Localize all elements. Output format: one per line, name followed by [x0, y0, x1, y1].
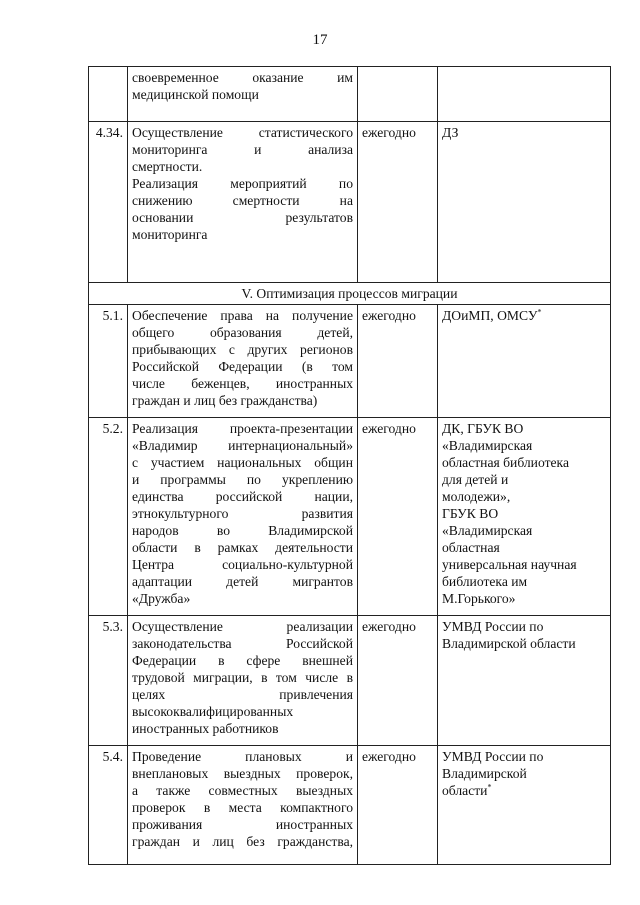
measure-text-line: трудовой миграции, в том числе в: [132, 670, 353, 685]
executor-line: Владимирской области: [442, 636, 576, 651]
measure-text-line: Осуществление реализации: [132, 619, 353, 634]
executor-line: молодежи»,: [442, 489, 511, 504]
executor-line: ДК, ГБУК ВО: [442, 421, 524, 436]
section-title: V. Оптимизация процессов миграции: [89, 283, 611, 305]
measure-text-line: этнокультурного развития: [132, 506, 353, 521]
measure-text-line: мониторинга и анализа: [132, 142, 353, 157]
item-number-cell: 5.3.: [89, 616, 128, 746]
measure-name-cell: [128, 305, 358, 418]
measure-name-cell: [128, 616, 358, 746]
page-number: 17: [312, 32, 328, 48]
table-row: [89, 122, 611, 283]
term-cell: ежегодно: [358, 305, 438, 418]
executor-cell: [438, 67, 611, 122]
table-row-continued: [89, 67, 611, 122]
term-cell: ежегодно: [358, 746, 438, 865]
executor-line: М.Горького»: [442, 591, 516, 606]
measure-text-line: народов во Владимирской: [132, 523, 353, 538]
measure-name-cell: [128, 67, 358, 122]
term-cell: ежегодно: [358, 418, 438, 616]
measure-text-line: единства российской нации,: [132, 489, 353, 504]
executor-line: «Владимирская: [442, 438, 533, 453]
executor-cell: [438, 746, 611, 865]
executor-cell: [438, 305, 611, 418]
measure-text-line: Проведение плановых и: [132, 749, 353, 764]
measure-text-line: «Владимир интернациональный»: [132, 438, 353, 453]
executor-line: универсальная научная: [442, 557, 577, 572]
section-row: [89, 283, 611, 305]
measure-text-line: прибывающих с других регионов: [132, 342, 353, 357]
executor-line: Владимирской: [442, 766, 527, 781]
executor-line: областная: [442, 540, 500, 555]
measure-text-line: Федерации в сфере внешней: [132, 653, 353, 668]
measure-name-cell: [128, 418, 358, 616]
measure-text-line: области в рамках деятельности: [132, 540, 353, 555]
measure-text-line: Реализация проекта-презентации: [132, 421, 353, 436]
executor-cell: [438, 122, 611, 283]
table-row: [89, 305, 611, 418]
measure-text-line: своевременное оказание им: [132, 70, 353, 85]
measure-text-line: основании результатов: [132, 210, 353, 225]
measure-text-line: целях привлечения: [132, 687, 353, 702]
term-cell: ежегодно: [358, 616, 438, 746]
item-number-cell: 5.2.: [89, 418, 128, 616]
executor-line: «Владимирская: [442, 523, 533, 538]
term-cell: ежегодно: [358, 122, 438, 283]
executor-line: ДОиМП, ОМСУ: [442, 308, 538, 323]
footnote-mark: *: [537, 307, 542, 317]
measure-text-line: Центра социально-культурной: [132, 557, 353, 572]
measure-text-line: и программы по укреплению: [132, 472, 353, 487]
measure-text-line: законодательства Российской: [132, 636, 353, 651]
measure-text-line: граждан и лиц без гражданства): [132, 393, 318, 408]
executor-line: УМВД России по: [442, 749, 544, 764]
term-cell: [358, 67, 438, 122]
item-number-cell: 4.34.: [89, 122, 128, 283]
measure-text-line: а также совместных выездных: [132, 783, 353, 798]
measure-text-line: иностранных работников: [132, 721, 279, 736]
measure-text-line: мониторинга: [132, 227, 208, 242]
table-row: [89, 418, 611, 616]
executor-line: ГБУК ВО: [442, 506, 499, 521]
action-plan-table: [88, 66, 611, 865]
measure-text-line: адаптации детей мигрантов: [132, 574, 353, 589]
measure-text-line: «Дружба»: [132, 591, 191, 606]
executor-cell: [438, 616, 611, 746]
item-number-cell: 5.4.: [89, 746, 128, 865]
table-row: [89, 616, 611, 746]
measure-text-line: внеплановых выездных проверок,: [132, 766, 353, 781]
footnote-mark: *: [487, 782, 492, 792]
executor-line: для детей и: [442, 472, 509, 487]
measure-text-line: граждан и лиц без гражданства,: [132, 834, 353, 849]
measure-text-line: числе беженцев, иностранных: [132, 376, 353, 391]
measure-text-line: Обеспечение права на получение: [132, 308, 353, 323]
executor-line: библиотека им: [442, 574, 528, 589]
measure-text-line: с участием национальных общин: [132, 455, 353, 470]
measure-text-line: снижению смертности на: [132, 193, 353, 208]
executor-line: областная библиотека: [442, 455, 569, 470]
measure-name-cell: [128, 122, 358, 283]
measure-text-line: Осуществление статистического: [132, 125, 353, 140]
measure-name-cell: [128, 746, 358, 865]
executor-line: УМВД России по: [442, 619, 544, 634]
measure-text-line: медицинской помощи: [132, 87, 259, 102]
measure-text-line: проживания иностранных: [132, 817, 353, 832]
measure-text-line: смертности.: [132, 159, 203, 174]
table-row: [89, 746, 611, 865]
measure-text-line: проверок в места компактного: [132, 800, 353, 815]
measure-text-line: Реализация мероприятий по: [132, 176, 353, 191]
item-number-cell: [89, 67, 128, 122]
measure-text-line: высококвалифицированных: [132, 704, 294, 719]
executor-cell: [438, 418, 611, 616]
executor-line: области: [442, 783, 488, 798]
item-number-cell: 5.1.: [89, 305, 128, 418]
measure-text-line: Российской Федерации (в том: [132, 359, 353, 374]
measure-text-line: общего образования детей,: [132, 325, 353, 340]
executor-line: ДЗ: [442, 125, 459, 140]
